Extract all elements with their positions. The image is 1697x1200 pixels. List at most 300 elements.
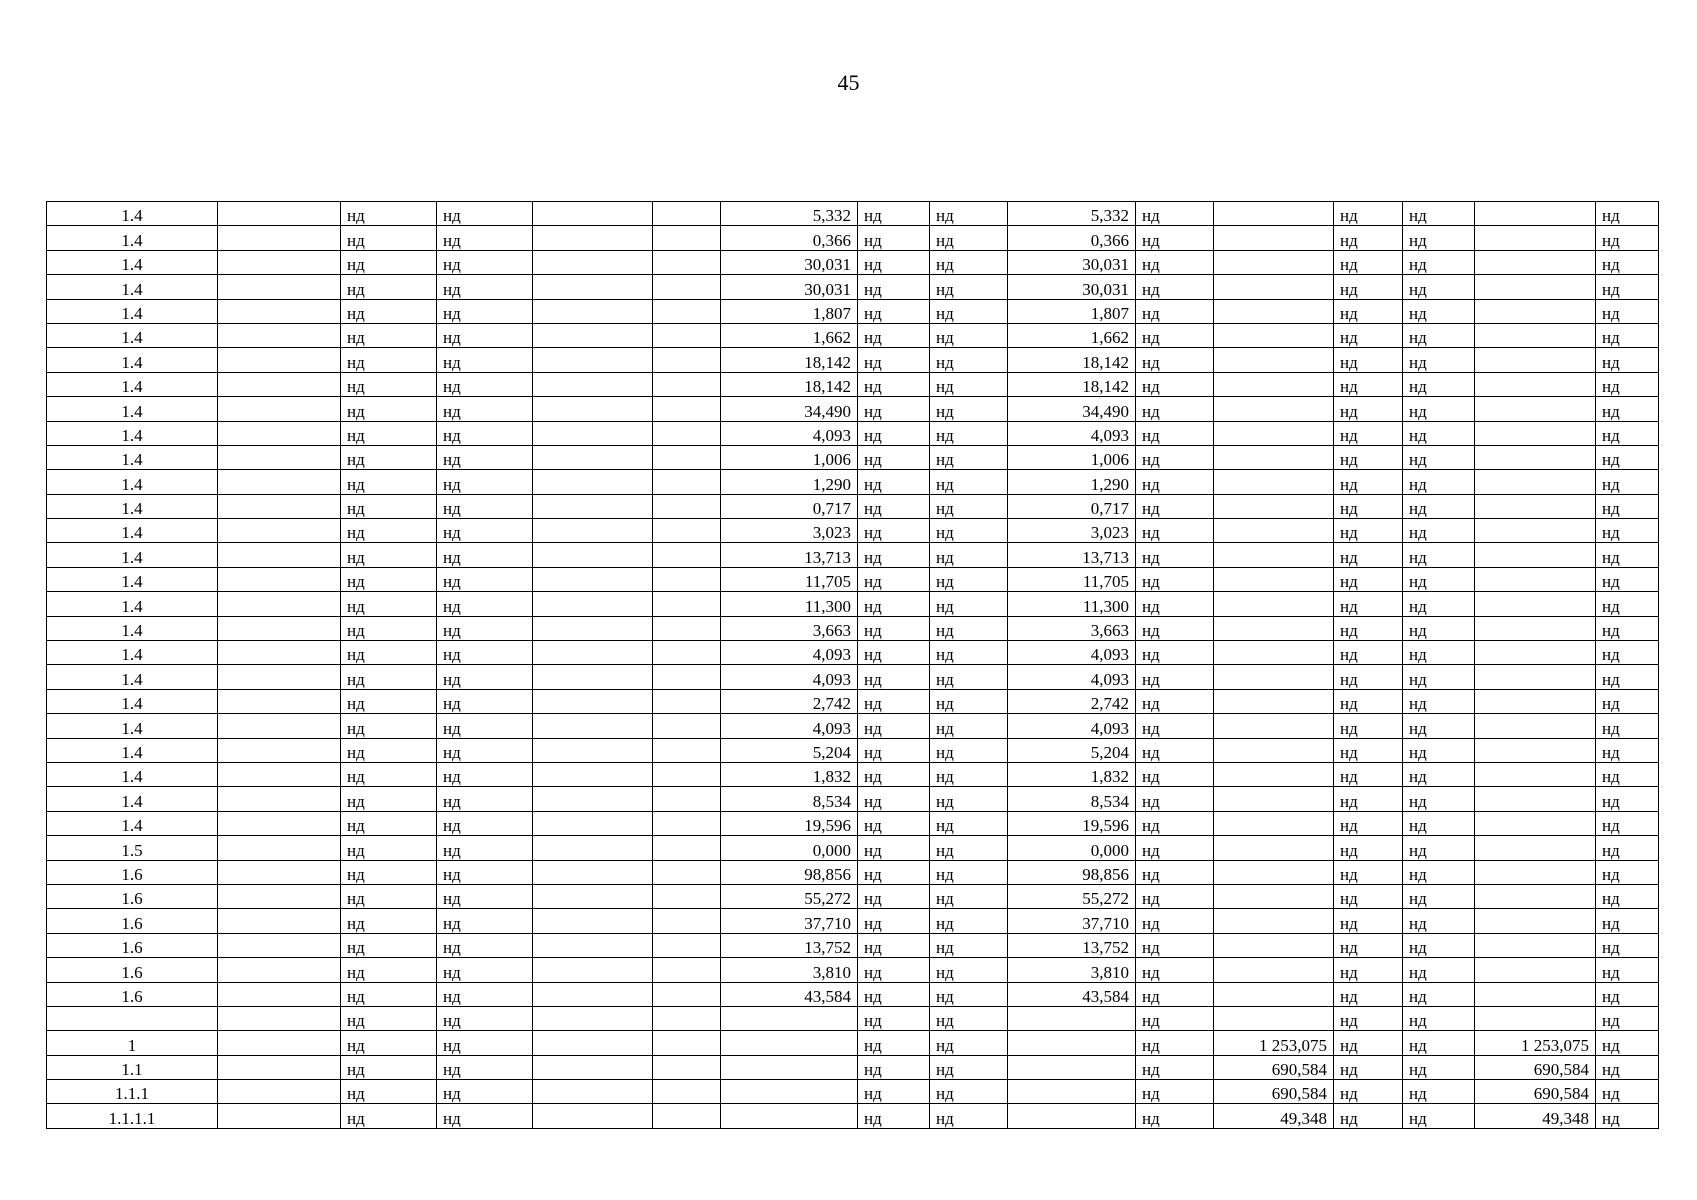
cell-blank (653, 860, 721, 884)
cell-nd: нд (1334, 787, 1403, 811)
cell-blank (533, 421, 653, 445)
cell-nd: нд (341, 202, 437, 226)
cell-value: 4,093 (721, 641, 858, 665)
cell-nd: нд (930, 299, 1008, 323)
cell-nd: нд (1136, 445, 1214, 469)
cell-nd: нд (1596, 884, 1659, 908)
cell-nd: нд (1596, 226, 1659, 250)
cell-blank (653, 665, 721, 689)
table-row (47, 762, 1659, 786)
cell-blank (653, 958, 721, 982)
cell-nd: нд (858, 397, 930, 421)
cell-nd: нд (341, 982, 437, 1006)
cell-nd: нд (858, 1104, 930, 1128)
cell-value (1214, 202, 1334, 226)
cell-nd: нд (1334, 275, 1403, 299)
cell-nd: нд (1596, 275, 1659, 299)
cell-nd: нд (1136, 494, 1214, 518)
cell-nd: нд (1136, 519, 1214, 543)
cell-row-code: 1.6 (47, 933, 218, 957)
cell-value: 34,490 (1008, 397, 1136, 421)
cell-blank (653, 202, 721, 226)
cell-nd: нд (1136, 1006, 1214, 1030)
cell-nd: нд (1136, 275, 1214, 299)
cell-nd: нд (437, 470, 533, 494)
cell-blank (218, 202, 341, 226)
cell-value (1214, 836, 1334, 860)
cell-value (1214, 567, 1334, 591)
cell-nd: нд (437, 1104, 533, 1128)
cell-row-code: 1.4 (47, 762, 218, 786)
cell-value: 0,366 (721, 226, 858, 250)
cell-nd: нд (930, 202, 1008, 226)
cell-nd: нд (1136, 299, 1214, 323)
cell-row-code: 1.4 (47, 494, 218, 518)
cell-value: 8,534 (721, 787, 858, 811)
cell-blank (533, 884, 653, 908)
table-row (47, 787, 1659, 811)
cell-nd: нд (858, 933, 930, 957)
cell-value: 98,856 (721, 860, 858, 884)
table-row (47, 323, 1659, 347)
cell-blank (218, 372, 341, 396)
cell-row-code: 1.4 (47, 519, 218, 543)
cell-blank (653, 884, 721, 908)
cell-nd: нд (930, 275, 1008, 299)
cell-nd: нд (858, 445, 930, 469)
cell-value (1214, 299, 1334, 323)
cell-nd: нд (1334, 689, 1403, 713)
cell-value (1214, 543, 1334, 567)
cell-nd: нд (1596, 1104, 1659, 1128)
cell-blank (533, 738, 653, 762)
cell-nd: нд (1334, 226, 1403, 250)
cell-nd: нд (858, 958, 930, 982)
table-row (47, 592, 1659, 616)
cell-nd: нд (437, 323, 533, 347)
cell-nd: нд (1403, 811, 1475, 835)
cell-nd: нд (1403, 1055, 1475, 1079)
cell-nd: нд (1403, 519, 1475, 543)
cell-value (1214, 787, 1334, 811)
cell-value (1214, 445, 1334, 469)
cell-nd: нд (930, 421, 1008, 445)
cell-nd: нд (858, 787, 930, 811)
cell-nd: нд (1596, 787, 1659, 811)
cell-nd: нд (1403, 933, 1475, 957)
cell-blank (533, 714, 653, 738)
cell-value (1475, 616, 1596, 640)
cell-blank (533, 689, 653, 713)
cell-value: 13,752 (721, 933, 858, 957)
cell-value: 3,023 (721, 519, 858, 543)
cell-value (1475, 787, 1596, 811)
cell-row-code: 1.4 (47, 348, 218, 372)
cell-value (1475, 494, 1596, 518)
cell-nd: нд (1136, 860, 1214, 884)
cell-nd: нд (341, 445, 437, 469)
cell-nd: нд (1136, 543, 1214, 567)
cell-blank (218, 884, 341, 908)
cell-nd: нд (930, 323, 1008, 347)
cell-nd: нд (1403, 348, 1475, 372)
table-row (47, 397, 1659, 421)
cell-row-code: 1 (47, 1031, 218, 1055)
cell-nd: нд (1334, 738, 1403, 762)
cell-nd: нд (1596, 689, 1659, 713)
cell-value: 1,290 (1008, 470, 1136, 494)
cell-nd: нд (437, 958, 533, 982)
cell-nd: нд (1136, 884, 1214, 908)
cell-nd: нд (930, 1006, 1008, 1030)
cell-value: 4,093 (1008, 714, 1136, 738)
table-row (47, 372, 1659, 396)
cell-nd: нд (437, 543, 533, 567)
cell-nd: нд (1403, 1104, 1475, 1128)
cell-nd: нд (437, 348, 533, 372)
cell-nd: нд (930, 470, 1008, 494)
table-row (47, 1080, 1659, 1104)
cell-blank (533, 592, 653, 616)
cell-blank (653, 226, 721, 250)
cell-nd: нд (858, 250, 930, 274)
cell-blank (218, 836, 341, 860)
cell-nd: нд (341, 397, 437, 421)
cell-row-code: 1.1.1 (47, 1080, 218, 1104)
cell-value: 11,300 (1008, 592, 1136, 616)
cell-nd: нд (1334, 323, 1403, 347)
cell-value (1475, 397, 1596, 421)
cell-nd: нд (341, 1104, 437, 1128)
cell-value (1475, 250, 1596, 274)
table-row (47, 470, 1659, 494)
cell-nd: нд (437, 1031, 533, 1055)
cell-blank (653, 689, 721, 713)
cell-value (1214, 348, 1334, 372)
cell-value: 1 253,075 (1214, 1031, 1334, 1055)
cell-blank (533, 1006, 653, 1030)
cell-nd: нд (930, 567, 1008, 591)
cell-value: 49,348 (1214, 1104, 1334, 1128)
cell-nd: нд (1596, 714, 1659, 738)
cell-nd: нд (1596, 494, 1659, 518)
cell-value: 1,006 (721, 445, 858, 469)
table-row (47, 836, 1659, 860)
cell-value: 0,000 (721, 836, 858, 860)
cell-nd: нд (1403, 250, 1475, 274)
cell-nd: нд (341, 519, 437, 543)
cell-blank (218, 762, 341, 786)
table-row (47, 275, 1659, 299)
cell-nd: нд (930, 738, 1008, 762)
cell-nd: нд (341, 1080, 437, 1104)
cell-nd: нд (930, 1080, 1008, 1104)
cell-value: 3,663 (721, 616, 858, 640)
cell-nd: нд (930, 226, 1008, 250)
cell-nd: нд (1596, 397, 1659, 421)
cell-value (1214, 226, 1334, 250)
cell-value: 1,006 (1008, 445, 1136, 469)
cell-row-code: 1.4 (47, 811, 218, 835)
cell-nd: нд (1403, 1080, 1475, 1104)
cell-row-code: 1.5 (47, 836, 218, 860)
cell-nd: нд (437, 738, 533, 762)
cell-nd: нд (1334, 909, 1403, 933)
cell-nd: нд (1136, 372, 1214, 396)
cell-nd: нд (437, 982, 533, 1006)
cell-nd: нд (1136, 1080, 1214, 1104)
cell-nd: нд (1403, 689, 1475, 713)
cell-blank (533, 665, 653, 689)
cell-value (1475, 470, 1596, 494)
cell-value (1475, 543, 1596, 567)
cell-nd: нд (1596, 323, 1659, 347)
cell-blank (533, 909, 653, 933)
cell-blank (218, 226, 341, 250)
cell-value (1008, 1104, 1136, 1128)
cell-nd: нд (341, 665, 437, 689)
cell-nd: нд (437, 665, 533, 689)
cell-blank (533, 202, 653, 226)
cell-row-code: 1.4 (47, 567, 218, 591)
cell-nd: нд (341, 958, 437, 982)
cell-nd: нд (1403, 836, 1475, 860)
cell-blank (218, 421, 341, 445)
cell-nd: нд (1334, 494, 1403, 518)
cell-row-code: 1.6 (47, 982, 218, 1006)
cell-nd: нд (1596, 1031, 1659, 1055)
cell-blank (533, 958, 653, 982)
cell-nd: нд (930, 884, 1008, 908)
cell-blank (653, 421, 721, 445)
cell-value: 5,332 (1008, 202, 1136, 226)
cell-nd: нд (1136, 762, 1214, 786)
cell-nd: нд (1334, 421, 1403, 445)
cell-nd: нд (1136, 787, 1214, 811)
cell-blank (218, 714, 341, 738)
cell-value: 4,093 (721, 714, 858, 738)
cell-blank (653, 1031, 721, 1055)
cell-blank (218, 1055, 341, 1079)
cell-value: 0,000 (1008, 836, 1136, 860)
cell-value (1214, 665, 1334, 689)
cell-value (721, 1104, 858, 1128)
cell-nd: нд (437, 1080, 533, 1104)
cell-value: 13,752 (1008, 933, 1136, 957)
cell-blank (653, 323, 721, 347)
cell-nd: нд (341, 226, 437, 250)
cell-blank (533, 567, 653, 591)
cell-nd: нд (1596, 738, 1659, 762)
cell-nd: нд (930, 982, 1008, 1006)
table-row (47, 811, 1659, 835)
cell-blank (218, 909, 341, 933)
table-row (47, 665, 1659, 689)
cell-blank (653, 1080, 721, 1104)
cell-value (1475, 933, 1596, 957)
cell-nd: нд (930, 811, 1008, 835)
cell-value (1475, 665, 1596, 689)
cell-nd: нд (858, 275, 930, 299)
cell-value: 8,534 (1008, 787, 1136, 811)
cell-nd: нд (1596, 348, 1659, 372)
cell-value: 34,490 (721, 397, 858, 421)
cell-value: 11,705 (1008, 567, 1136, 591)
cell-nd: нд (1403, 567, 1475, 591)
cell-nd: нд (858, 982, 930, 1006)
cell-value (1475, 860, 1596, 884)
cell-value: 1,832 (1008, 762, 1136, 786)
cell-value (1214, 811, 1334, 835)
cell-blank (653, 1006, 721, 1030)
cell-blank (653, 470, 721, 494)
cell-value (1475, 641, 1596, 665)
cell-blank (218, 348, 341, 372)
table-row (47, 689, 1659, 713)
cell-nd: нд (437, 202, 533, 226)
cell-blank (533, 811, 653, 835)
cell-nd: нд (858, 909, 930, 933)
cell-nd: нд (1334, 860, 1403, 884)
cell-value (1475, 958, 1596, 982)
cell-value (1214, 958, 1334, 982)
cell-blank (653, 445, 721, 469)
cell-nd: нд (341, 299, 437, 323)
cell-nd: нд (437, 250, 533, 274)
cell-blank (533, 860, 653, 884)
cell-value: 37,710 (1008, 909, 1136, 933)
cell-blank (653, 372, 721, 396)
cell-nd: нд (1136, 909, 1214, 933)
cell-value (1475, 567, 1596, 591)
cell-row-code: 1.4 (47, 641, 218, 665)
cell-nd: нд (1334, 567, 1403, 591)
cell-value: 43,584 (721, 982, 858, 1006)
table-row (47, 1031, 1659, 1055)
cell-nd: нд (1403, 714, 1475, 738)
cell-nd: нд (1334, 836, 1403, 860)
cell-nd: нд (1403, 738, 1475, 762)
cell-nd: нд (858, 641, 930, 665)
cell-nd: нд (341, 421, 437, 445)
cell-nd: нд (1403, 762, 1475, 786)
cell-row-code: 1.6 (47, 909, 218, 933)
cell-value (1214, 982, 1334, 1006)
cell-nd: нд (1596, 958, 1659, 982)
cell-nd: нд (858, 592, 930, 616)
cell-nd: нд (341, 1006, 437, 1030)
cell-nd: нд (1136, 1055, 1214, 1079)
cell-nd: нд (1596, 762, 1659, 786)
cell-row-code: 1.1.1.1 (47, 1104, 218, 1128)
cell-nd: нд (1334, 592, 1403, 616)
cell-nd: нд (341, 909, 437, 933)
cell-blank (533, 494, 653, 518)
cell-nd: нд (1403, 641, 1475, 665)
cell-nd: нд (1136, 226, 1214, 250)
cell-nd: нд (437, 860, 533, 884)
cell-blank (533, 299, 653, 323)
cell-nd: нд (437, 884, 533, 908)
table-row (47, 226, 1659, 250)
cell-row-code: 1.4 (47, 665, 218, 689)
cell-value: 3,810 (1008, 958, 1136, 982)
cell-value (1214, 592, 1334, 616)
cell-nd: нд (1403, 202, 1475, 226)
cell-nd: нд (1136, 323, 1214, 347)
cell-nd: нд (1334, 470, 1403, 494)
cell-nd: нд (341, 787, 437, 811)
cell-nd: нд (341, 616, 437, 640)
cell-value (721, 1031, 858, 1055)
cell-blank (653, 616, 721, 640)
cell-nd: нд (1334, 714, 1403, 738)
cell-value (1008, 1055, 1136, 1079)
cell-nd: нд (930, 909, 1008, 933)
cell-nd: нд (930, 860, 1008, 884)
cell-value (1214, 372, 1334, 396)
cell-nd: нд (341, 494, 437, 518)
cell-value: 18,142 (721, 348, 858, 372)
cell-nd: нд (341, 592, 437, 616)
cell-row-code: 1.4 (47, 714, 218, 738)
cell-nd: нд (341, 543, 437, 567)
cell-value (1214, 933, 1334, 957)
cell-nd: нд (437, 226, 533, 250)
cell-value (1475, 714, 1596, 738)
cell-value: 30,031 (721, 275, 858, 299)
cell-nd: нд (341, 567, 437, 591)
cell-blank (653, 494, 721, 518)
cell-blank (218, 275, 341, 299)
cell-blank (533, 470, 653, 494)
cell-nd: нд (930, 933, 1008, 957)
cell-value (1214, 860, 1334, 884)
cell-value: 30,031 (1008, 250, 1136, 274)
cell-nd: нд (341, 323, 437, 347)
cell-nd: нд (1403, 1031, 1475, 1055)
cell-nd: нд (341, 714, 437, 738)
cell-value: 4,093 (721, 421, 858, 445)
cell-blank (653, 714, 721, 738)
cell-nd: нд (1403, 397, 1475, 421)
cell-nd: нд (437, 275, 533, 299)
cell-nd: нд (1334, 1104, 1403, 1128)
cell-blank (218, 811, 341, 835)
cell-value (1475, 299, 1596, 323)
cell-value: 5,204 (1008, 738, 1136, 762)
cell-blank (218, 250, 341, 274)
cell-nd: нд (1596, 445, 1659, 469)
cell-nd: нд (1136, 470, 1214, 494)
cell-nd: нд (1403, 884, 1475, 908)
cell-nd: нд (1136, 982, 1214, 1006)
cell-row-code: 1.6 (47, 860, 218, 884)
cell-blank (653, 909, 721, 933)
cell-row-code: 1.4 (47, 543, 218, 567)
cell-nd: нд (858, 1006, 930, 1030)
cell-nd: нд (1596, 543, 1659, 567)
cell-value: 18,142 (1008, 372, 1136, 396)
cell-blank (653, 641, 721, 665)
cell-value: 43,584 (1008, 982, 1136, 1006)
cell-nd: нд (858, 348, 930, 372)
cell-blank (653, 519, 721, 543)
cell-nd: нд (1334, 397, 1403, 421)
cell-blank (218, 397, 341, 421)
cell-nd: нд (1334, 665, 1403, 689)
cell-nd: нд (1334, 202, 1403, 226)
